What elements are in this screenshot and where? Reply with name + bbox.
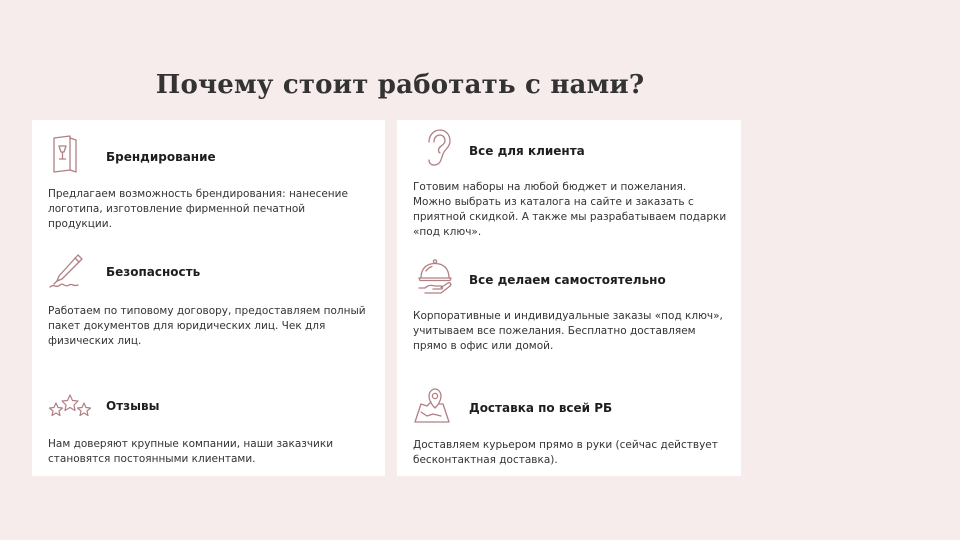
benefit-title: Все для клиента [469, 144, 585, 158]
benefit-description: Корпоративные и индивидуальные заказы «под ключ», учитываем все пожелания. Бесплатно доставляем прямо в офис или домой. [413, 310, 723, 352]
map-pin-icon [413, 386, 453, 426]
pen-signature-icon [48, 251, 84, 291]
benefit-description: Готовим наборы на любой бюджет и пожелания. Можно выбрать из каталога на сайте и заказать с приятной скидкой. А также мы разрабатываем подарки «под ключ». [413, 181, 727, 238]
benefit-description: Доставляем курьером прямо в руки (сейчас действует бесконтактная доставка). [413, 439, 718, 466]
benefits-card-right [397, 120, 741, 476]
benefit-title: Брендирование [106, 150, 216, 164]
benefit-title: Безопасность [106, 265, 201, 279]
benefit-title: Все делаем самостоятельно [469, 273, 666, 287]
ear-icon [421, 128, 457, 168]
menu-card-glass-icon [48, 134, 84, 174]
benefit-description: Нам доверяют крупные компании, наши заказчики становятся постоянными клиентами. [48, 438, 334, 465]
benefit-title: Доставка по всей РБ [469, 401, 613, 415]
page-title: Почему стоит работать с нами? [155, 70, 645, 100]
benefit-title: Отзывы [106, 399, 160, 413]
benefit-description: Предлагаем возможность брендирования: нанесение логотипа, изготовление фирменной печатной продукции. [48, 188, 348, 230]
cloche-hand-icon [417, 258, 453, 298]
benefits-card-left [32, 120, 385, 476]
stars-icon [48, 384, 84, 424]
benefit-description: Работаем по типовому договору, предоставляем полный пакет документов для юридических лиц. Чек для физических лиц. [48, 305, 366, 347]
